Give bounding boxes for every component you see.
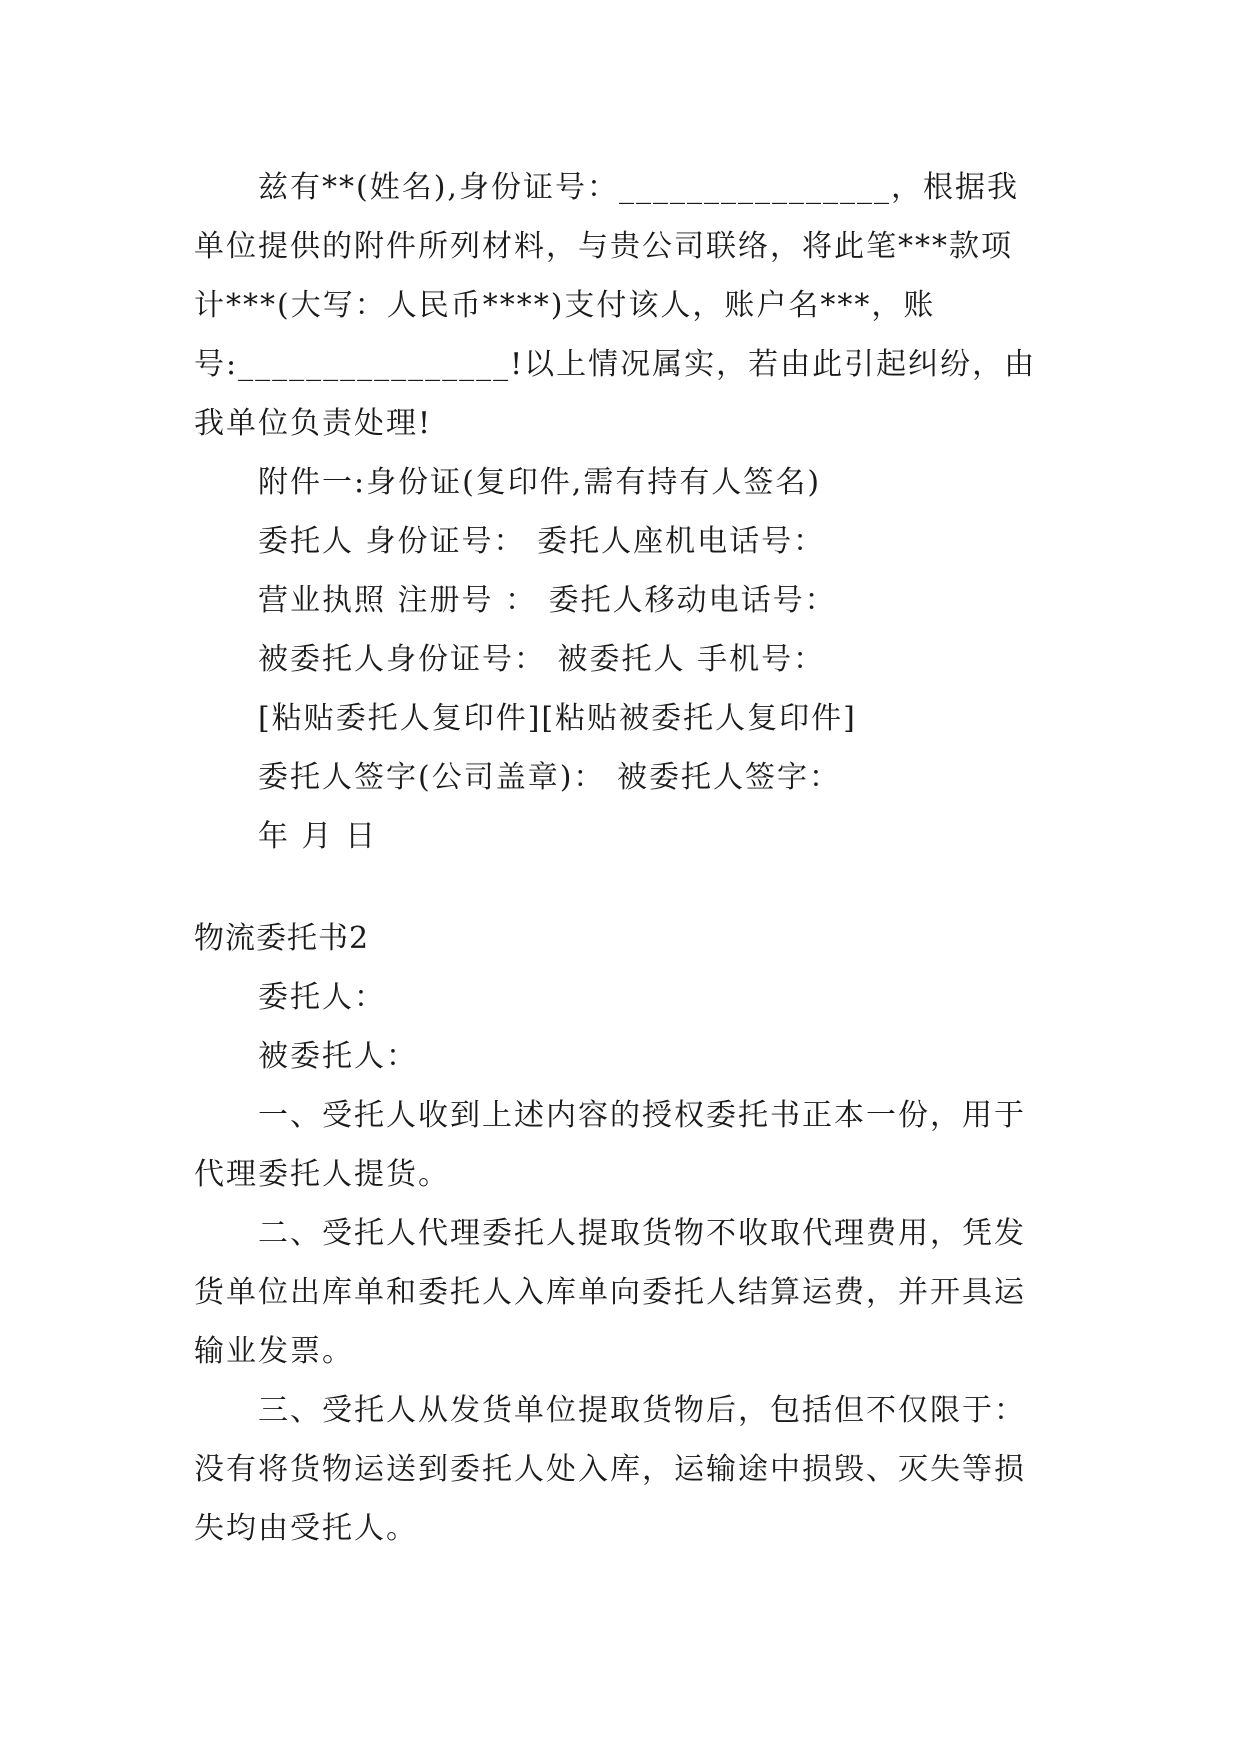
- text-line: 三、受托人从发货单位提取货物后，包括但不仅限于：: [258, 1393, 1026, 1428]
- text-line: 没有将货物运送到委托人处入库，运输途中损毁、灭失等损: [194, 1452, 1026, 1487]
- attachment-fields: [194, 453, 1054, 866]
- attachment-line: 附件一:身份证(复印件,需有持有人签名): [258, 465, 822, 500]
- principal-field: 委托人：: [258, 980, 386, 1015]
- section-title: 物流委托书2: [194, 921, 370, 956]
- text-line: 二、受托人代理委托人提取货物不收取代理费用，凭发: [258, 1216, 1026, 1251]
- business-license-line: 营业执照 注册号 ： 委托人移动电话号：: [258, 583, 837, 618]
- text-line: 计***(大写：人民币****)支付该人，账户名***，账: [194, 288, 936, 323]
- text-line: 兹有**(姓名),身份证号：________________，根据我: [258, 170, 1019, 205]
- agent-id-line: 被委托人身份证号： 被委托人 手机号：: [258, 642, 826, 677]
- paragraph-intro: [194, 158, 1054, 453]
- date-line: 年 月 日: [258, 819, 378, 854]
- text-line: 代理委托人提货。: [194, 1157, 450, 1192]
- section-gap: [194, 866, 1054, 909]
- clause-three: [194, 1381, 1054, 1558]
- signature-line: 委托人签字(公司盖章)： 被委托人签字：: [258, 760, 841, 795]
- principal-id-line: 委托人 身份证号： 委托人座机电话号：: [258, 524, 826, 559]
- agent-field: 被委托人：: [258, 1039, 418, 1074]
- paste-copies-line: [粘贴委托人复印件][粘贴被委托人复印件]: [258, 701, 857, 736]
- text-line: 失均由受托人。: [194, 1511, 418, 1546]
- clause-two: [194, 1204, 1054, 1381]
- text-line: 单位提供的附件所列材料，与贵公司联络，将此笔***款项: [194, 229, 1013, 264]
- text-line: 号:________________!以上情况属实，若由此引起纠纷，由: [194, 347, 1037, 382]
- text-line: 我单位负责处理!: [194, 406, 433, 441]
- document-page: [194, 158, 1054, 1558]
- text-line: 货单位出库单和委托人入库单向委托人结算运费，并开具运: [194, 1275, 1026, 1310]
- text-line: 输业发票。: [194, 1334, 354, 1369]
- text-line: 一、受托人收到上述内容的授权委托书正本一份，用于: [258, 1098, 1026, 1133]
- clause-one: [194, 1086, 1054, 1204]
